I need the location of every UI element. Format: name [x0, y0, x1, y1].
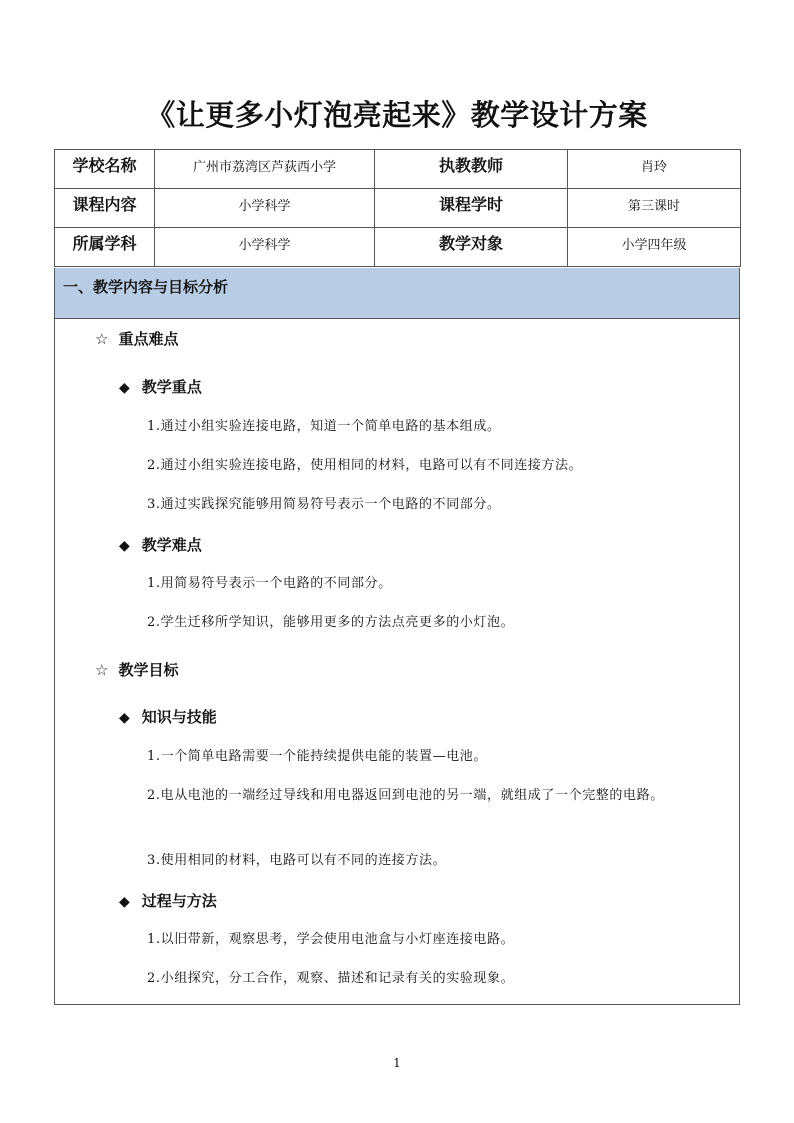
key-points-heading: ☆ 重点难点 [95, 330, 179, 348]
page-number: 1 [393, 1056, 401, 1070]
subject-label: 所属学科 [55, 228, 155, 267]
info-row-subject [55, 228, 741, 267]
audience-label: 教学对象 [375, 228, 568, 267]
school-label: 学校名称 [55, 150, 155, 189]
star-icon: ☆ [95, 330, 109, 348]
knowledge-item: 2.电从电池的一端经过导线和用电器返回到电池的另一端，就组成了一个完整的电路。 [147, 788, 664, 803]
diamond-icon: ◆ [119, 710, 130, 726]
subject-value: 小学科学 [155, 228, 375, 267]
document-title: 《让更多小灯泡亮起来》教学设计方案 [146, 98, 648, 132]
diamond-icon: ◆ [119, 894, 130, 910]
course-content-value: 小学科学 [155, 189, 375, 228]
process-item: 2.小组探究，分工合作，观察、描述和记录有关的实验现象。 [147, 971, 515, 986]
section-heading: 一、教学内容与目标分析 [55, 268, 739, 319]
info-row-course [55, 189, 741, 228]
difficulty-heading: ◆ 教学难点 [119, 536, 202, 554]
analysis-section [54, 268, 740, 1005]
focus-item: 1.通过小组实验连接电路，知道一个简单电路的基本组成。 [147, 419, 501, 434]
school-value: 广州市荔湾区芦荻西小学 [155, 150, 375, 189]
diamond-icon: ◆ [119, 538, 130, 554]
focus-item: 3.通过实践探究能够用简易符号表示一个电路的不同部分。 [147, 497, 501, 512]
teacher-label: 执教教师 [375, 150, 568, 189]
knowledge-item: 1.一个简单电路需要一个能持续提供电能的装置—电池。 [147, 749, 488, 764]
diamond-icon: ◆ [119, 380, 130, 396]
goals-heading: ☆ 教学目标 [95, 661, 179, 679]
focus-item: 2.通过小组实验连接电路，使用相同的材料，电路可以有不同连接方法。 [147, 458, 583, 473]
knowledge-heading: ◆ 知识与技能 [119, 708, 217, 726]
course-hours-value: 第三课时 [568, 189, 741, 228]
difficulty-item: 1.用简易符号表示一个电路的不同部分。 [147, 576, 392, 591]
process-heading: ◆ 过程与方法 [119, 892, 217, 910]
course-info-table [54, 149, 741, 267]
info-row-school [55, 150, 741, 189]
focus-heading: ◆ 教学重点 [119, 378, 202, 396]
difficulty-item: 2.学生迁移所学知识，能够用更多的方法点亮更多的小灯泡。 [147, 615, 515, 630]
course-content-label: 课程内容 [55, 189, 155, 228]
star-icon: ☆ [95, 661, 109, 679]
course-hours-label: 课程学时 [375, 189, 568, 228]
audience-value: 小学四年级 [568, 228, 741, 267]
knowledge-item: 3.使用相同的材料，电路可以有不同的连接方法。 [147, 853, 447, 868]
teacher-value: 肖玲 [568, 150, 741, 189]
process-item: 1.以旧带新，观察思考，学会使用电池盒与小灯座连接电路。 [147, 932, 515, 947]
